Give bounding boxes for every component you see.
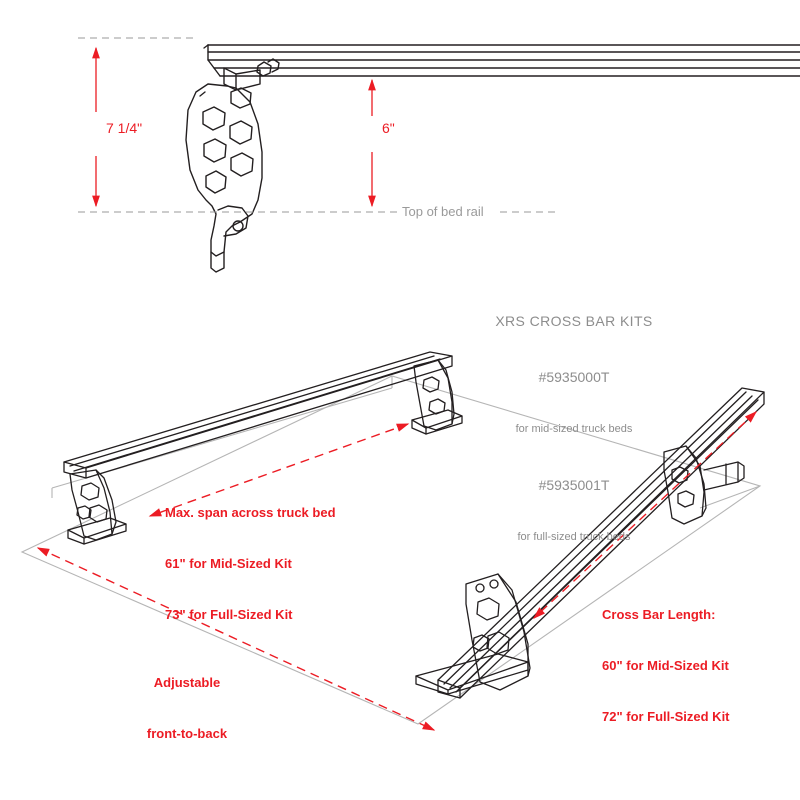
dimension-height-above-rail: 6": [382, 120, 395, 136]
annotation-adjustable: [97, 640, 277, 776]
kit-part-1: #5935000T: [538, 369, 610, 385]
annotation-adjustable-line1: Adjustable: [153, 675, 221, 690]
annotation-max-span: [165, 470, 505, 657]
annotation-bar-length-line2: 60" for Mid-Sized Kit: [602, 658, 729, 673]
annotation-bar-length: [602, 572, 800, 759]
dimension-lines-top: [78, 38, 560, 212]
bed-rail-label: Top of bed rail: [402, 204, 484, 219]
kit-part-2-desc: for full-sized truck beds: [517, 531, 631, 543]
side-view-bracket: [186, 45, 800, 272]
annotation-max-span-line2: 61" for Mid-Sized Kit: [165, 556, 292, 571]
annotation-max-span-line3: 73" for Full-Sized Kit: [165, 607, 293, 622]
annotation-bar-length-line3: 72" for Full-Sized Kit: [602, 709, 730, 724]
kit-part-1-desc: for mid-sized truck beds: [515, 423, 633, 435]
annotation-bar-length-line1: Cross Bar Length:: [602, 607, 716, 622]
annotation-adjustable-line2: front-to-back: [146, 726, 228, 741]
annotation-max-span-line1: Max. span across truck bed: [165, 505, 336, 520]
dimension-height-full: 7 1/4": [106, 120, 143, 136]
kit-heading: XRS CROSS BAR KITS: [495, 313, 653, 329]
kit-part-2: #5935001T: [538, 477, 610, 493]
